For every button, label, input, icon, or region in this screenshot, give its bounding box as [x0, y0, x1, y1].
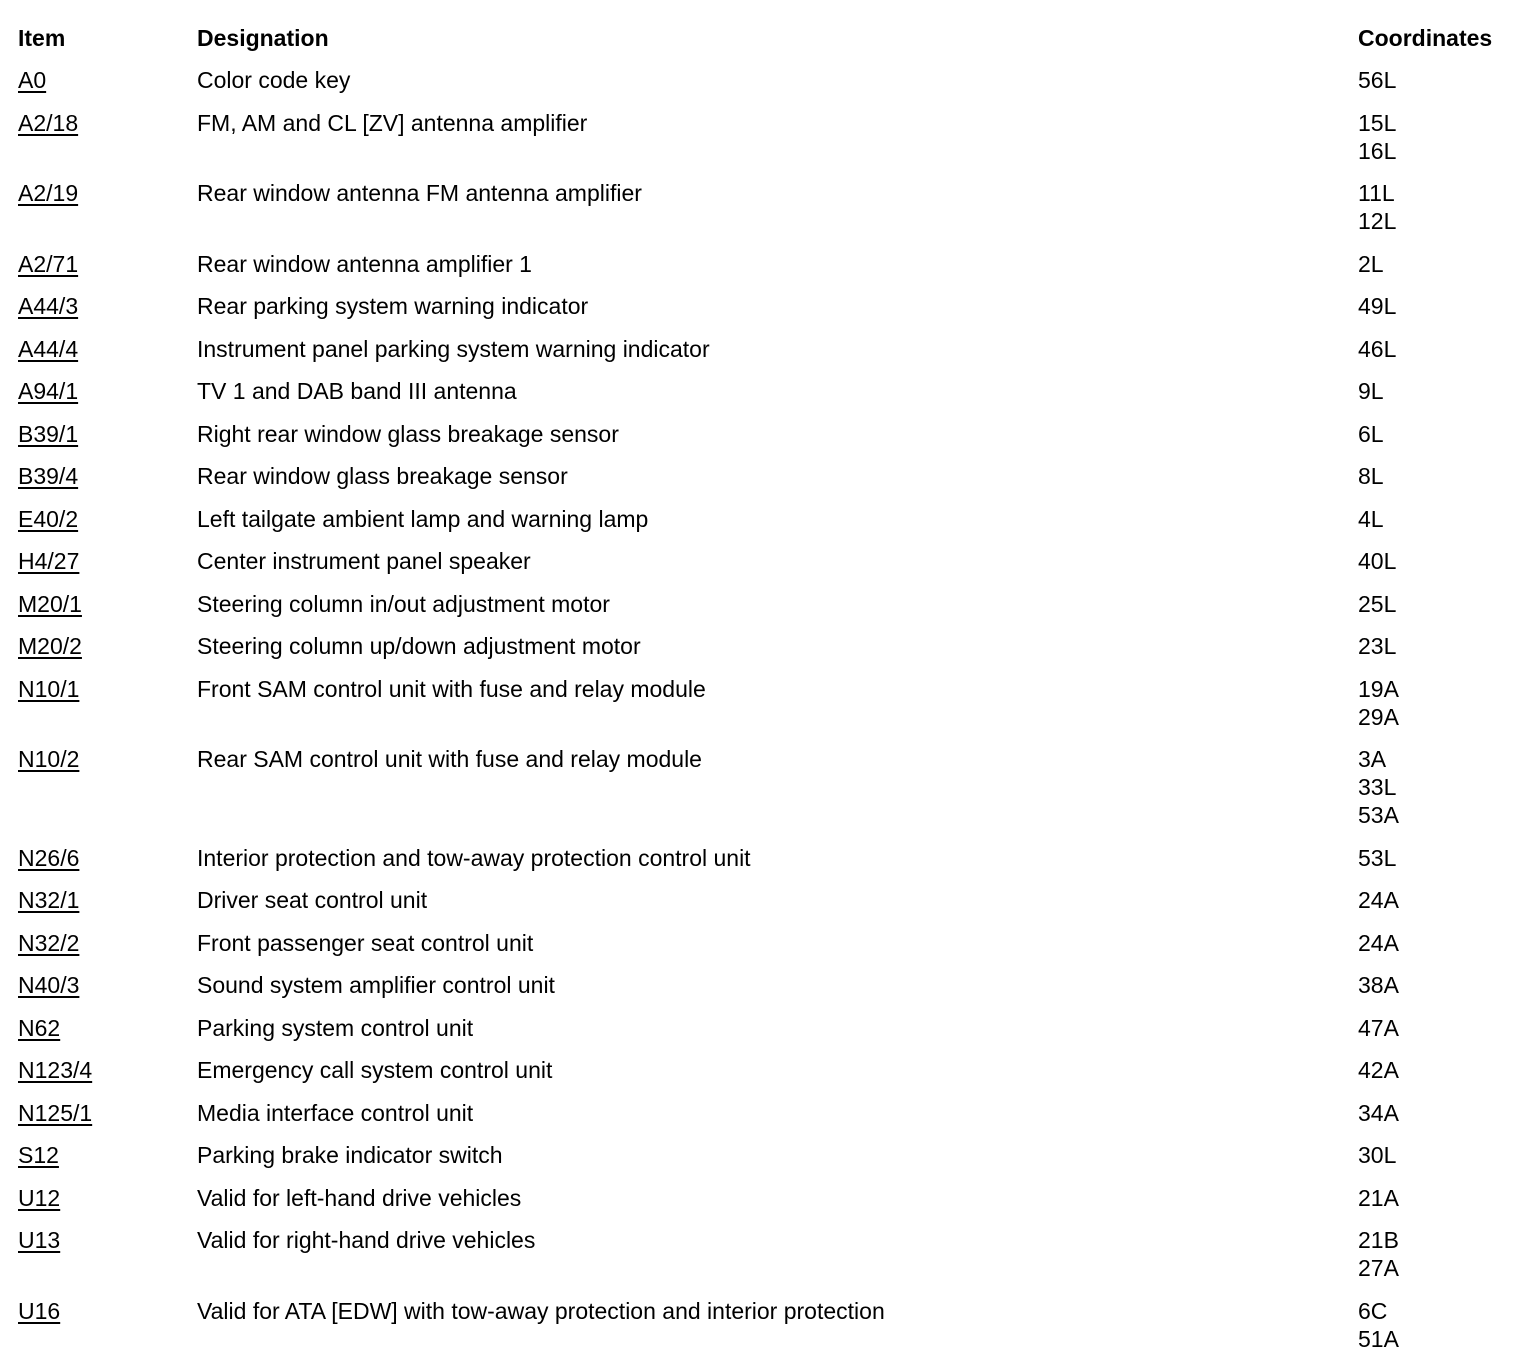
coordinate-value: 34A: [1358, 1099, 1399, 1126]
item-link[interactable]: A2/18: [18, 109, 79, 136]
coordinates-cell: [1358, 1184, 1513, 1227]
item-link[interactable]: N32/1: [18, 887, 80, 913]
coordinate-value: 21B: [1358, 1227, 1399, 1253]
designation-cell: Valid for left-hand drive vehicles: [197, 1184, 522, 1211]
item-link[interactable]: A2/71: [18, 250, 79, 277]
item-cell: [18, 1056, 197, 1099]
coordinates-cell: [1358, 1056, 1513, 1099]
table-body: [18, 66, 1513, 1367]
item-link[interactable]: N40/3: [18, 972, 80, 998]
designation-cell: Sound system amplifier control unit: [197, 972, 555, 998]
coordinate-value: 12L: [1358, 208, 1397, 234]
item-link[interactable]: H4/27: [18, 548, 80, 574]
table-row: [18, 844, 1513, 887]
item-cell: [18, 971, 197, 1014]
header-coordinates: Coordinates: [1358, 25, 1493, 51]
item-link[interactable]: M20/1: [18, 590, 82, 617]
coordinate-value: 6L: [1358, 420, 1384, 447]
table-row: [18, 1297, 1513, 1368]
item-link[interactable]: A2/19: [18, 180, 79, 206]
coordinate-value: 53L: [1358, 844, 1397, 871]
table-row: [18, 1099, 1513, 1142]
designation-cell: Emergency call system control unit: [197, 1057, 553, 1083]
designation-cell: Color code key: [197, 67, 351, 93]
designation-cell: TV 1 and DAB band III antenna: [197, 378, 517, 404]
coordinates-cell: [1358, 109, 1513, 180]
table-row: [18, 547, 1513, 590]
table-row: [18, 971, 1513, 1014]
item-link[interactable]: U12: [18, 1184, 61, 1211]
item-link[interactable]: S12: [18, 1142, 59, 1168]
coordinates-cell: [1358, 335, 1513, 378]
item-cell: [18, 844, 197, 887]
designation-cell: Steering column in/out adjustment motor: [197, 590, 610, 617]
coordinate-value: 21A: [1358, 1184, 1399, 1211]
coordinates-cell: [1358, 462, 1513, 505]
coordinate-value: 53A: [1358, 802, 1399, 828]
coordinate-value: 16L: [1358, 137, 1397, 164]
coordinate-value: 3A: [1358, 746, 1387, 772]
item-link[interactable]: A94/1: [18, 378, 79, 404]
item-cell: [18, 66, 197, 109]
coordinates-cell: [1358, 1014, 1513, 1057]
coordinate-value: 11L: [1358, 180, 1395, 206]
coordinates-cell: [1358, 179, 1513, 250]
designation-cell: Valid for ATA [EDW] with tow-away protection and interior protection: [197, 1297, 885, 1324]
item-link[interactable]: N26/6: [18, 844, 80, 871]
item-cell: [18, 590, 197, 633]
coordinate-value: 9L: [1358, 378, 1384, 404]
coordinate-value: 25L: [1358, 590, 1397, 617]
coordinates-cell: [1358, 1297, 1513, 1368]
designation-cell: Front SAM control unit with fuse and relay module: [197, 675, 706, 702]
item-cell: [18, 420, 197, 463]
designation-cell: Rear window antenna amplifier 1: [197, 250, 532, 277]
designation-cell: Media interface control unit: [197, 1099, 474, 1126]
coordinates-cell: [1358, 971, 1513, 1014]
item-link[interactable]: N32/2: [18, 929, 80, 956]
table-row: [18, 745, 1513, 844]
coordinate-value: 38A: [1358, 972, 1399, 998]
coordinates-cell: [1358, 590, 1513, 633]
table-row: [18, 675, 1513, 746]
item-link[interactable]: U16: [18, 1297, 61, 1324]
designation-cell: Rear window glass breakage sensor: [197, 463, 568, 489]
coordinate-value: 6C: [1358, 1297, 1388, 1324]
item-link[interactable]: A44/3: [18, 293, 79, 319]
item-cell: [18, 886, 197, 929]
coordinate-value: 15L: [1358, 109, 1397, 136]
item-cell: [18, 1184, 197, 1227]
item-cell: [18, 929, 197, 972]
coordinate-value: 30L: [1358, 1142, 1397, 1168]
table-row: [18, 632, 1513, 675]
item-cell: [18, 632, 197, 675]
coordinates-cell: [1358, 420, 1513, 463]
item-cell: [18, 292, 197, 335]
designation-cell: Parking brake indicator switch: [197, 1142, 503, 1168]
coordinate-value: 33L: [1358, 774, 1397, 800]
coordinates-cell: [1358, 1141, 1513, 1184]
item-link[interactable]: N10/2: [18, 746, 80, 772]
designation-cell: Valid for right-hand drive vehicles: [197, 1227, 536, 1253]
table-row: [18, 1226, 1513, 1297]
coordinates-cell: [1358, 1099, 1513, 1142]
header-row: [18, 24, 1513, 66]
coordinate-value: 40L: [1358, 548, 1397, 574]
coordinates-cell: [1358, 1226, 1513, 1297]
designation-cell: Right rear window glass breakage sensor: [197, 420, 619, 447]
table-row: [18, 179, 1513, 250]
coordinates-cell: [1358, 377, 1513, 420]
item-cell: [18, 462, 197, 505]
table-row: [18, 886, 1513, 929]
coordinates-cell: [1358, 632, 1513, 675]
coordinates-cell: [1358, 675, 1513, 746]
designation-cell: Front passenger seat control unit: [197, 929, 534, 956]
designation-cell: Center instrument panel speaker: [197, 548, 531, 574]
designation-cell: Left tailgate ambient lamp and warning lamp: [197, 505, 649, 532]
coordinates-cell: [1358, 66, 1513, 109]
coordinates-cell: [1358, 844, 1513, 887]
item-link[interactable]: B39/4: [18, 463, 79, 489]
item-link[interactable]: U13: [18, 1227, 61, 1253]
item-cell: [18, 547, 197, 590]
table-row: [18, 420, 1513, 463]
coordinate-value: 51A: [1358, 1325, 1399, 1352]
item-link[interactable]: A44/4: [18, 335, 79, 362]
item-link[interactable]: M20/2: [18, 633, 82, 659]
coordinate-value: 8L: [1358, 463, 1384, 489]
item-link[interactable]: N10/1: [18, 675, 80, 702]
table-row: [18, 335, 1513, 378]
item-cell: [18, 745, 197, 844]
designation-cell: Parking system control unit: [197, 1014, 474, 1041]
item-cell: [18, 1141, 197, 1184]
table-row: [18, 1014, 1513, 1057]
coordinate-value: 24A: [1358, 887, 1399, 913]
item-link[interactable]: N62: [18, 1014, 61, 1041]
coordinates-cell: [1358, 547, 1513, 590]
designation-cell: Instrument panel parking system warning indicator: [197, 335, 710, 362]
table-row: [18, 377, 1513, 420]
coordinate-value: 4L: [1358, 505, 1384, 532]
item-cell: [18, 1014, 197, 1057]
header-item: Item: [18, 25, 66, 51]
coordinates-cell: [1358, 929, 1513, 972]
designation-cell: Interior protection and tow-away protection control unit: [197, 844, 751, 871]
table-row: [18, 929, 1513, 972]
item-link[interactable]: N123/4: [18, 1057, 93, 1083]
item-link[interactable]: N125/1: [18, 1099, 93, 1126]
designation-cell: Steering column up/down adjustment motor: [197, 633, 641, 659]
designation-cell: FM, AM and CL [ZV] antenna amplifier: [197, 109, 588, 136]
coordinates-cell: [1358, 886, 1513, 929]
designation-cell: Driver seat control unit: [197, 887, 428, 913]
coordinates-cell: [1358, 292, 1513, 335]
coordinates-cell: [1358, 745, 1513, 844]
header-designation: Designation: [197, 25, 329, 51]
coordinates-cell: [1358, 250, 1513, 293]
item-link[interactable]: A0: [18, 67, 47, 93]
item-cell: [18, 675, 197, 746]
item-cell: [18, 109, 197, 180]
item-link[interactable]: B39/1: [18, 420, 79, 447]
table-row: [18, 462, 1513, 505]
table-row: [18, 292, 1513, 335]
coordinate-value: 46L: [1358, 335, 1397, 362]
coordinate-value: 49L: [1358, 293, 1397, 319]
table-row: [18, 109, 1513, 180]
coordinate-value: 42A: [1358, 1057, 1399, 1083]
table-row: [18, 66, 1513, 109]
coordinate-value: 56L: [1358, 67, 1397, 93]
item-cell: [18, 505, 197, 548]
coordinate-value: 27A: [1358, 1255, 1399, 1281]
component-legend-table: [18, 24, 1513, 1367]
table-row: [18, 1184, 1513, 1227]
designation-cell: Rear SAM control unit with fuse and relay module: [197, 746, 702, 772]
coordinate-value: 29A: [1358, 703, 1399, 730]
designation-cell: Rear window antenna FM antenna amplifier: [197, 180, 642, 206]
coordinate-value: 2L: [1358, 250, 1384, 277]
table-row: [18, 590, 1513, 633]
item-cell: [18, 1099, 197, 1142]
item-link[interactable]: E40/2: [18, 505, 79, 532]
item-cell: [18, 179, 197, 250]
item-cell: [18, 1297, 197, 1368]
table-row: [18, 505, 1513, 548]
coordinate-value: 47A: [1358, 1014, 1399, 1041]
designation-cell: Rear parking system warning indicator: [197, 293, 589, 319]
table-header: [18, 24, 1513, 66]
table-row: [18, 1141, 1513, 1184]
coordinate-value: 19A: [1358, 675, 1399, 702]
coordinate-value: 23L: [1358, 633, 1397, 659]
item-cell: [18, 250, 197, 293]
item-cell: [18, 377, 197, 420]
item-cell: [18, 1226, 197, 1297]
table-row: [18, 1056, 1513, 1099]
coordinates-cell: [1358, 505, 1513, 548]
item-cell: [18, 335, 197, 378]
coordinate-value: 24A: [1358, 929, 1399, 956]
table-row: [18, 250, 1513, 293]
